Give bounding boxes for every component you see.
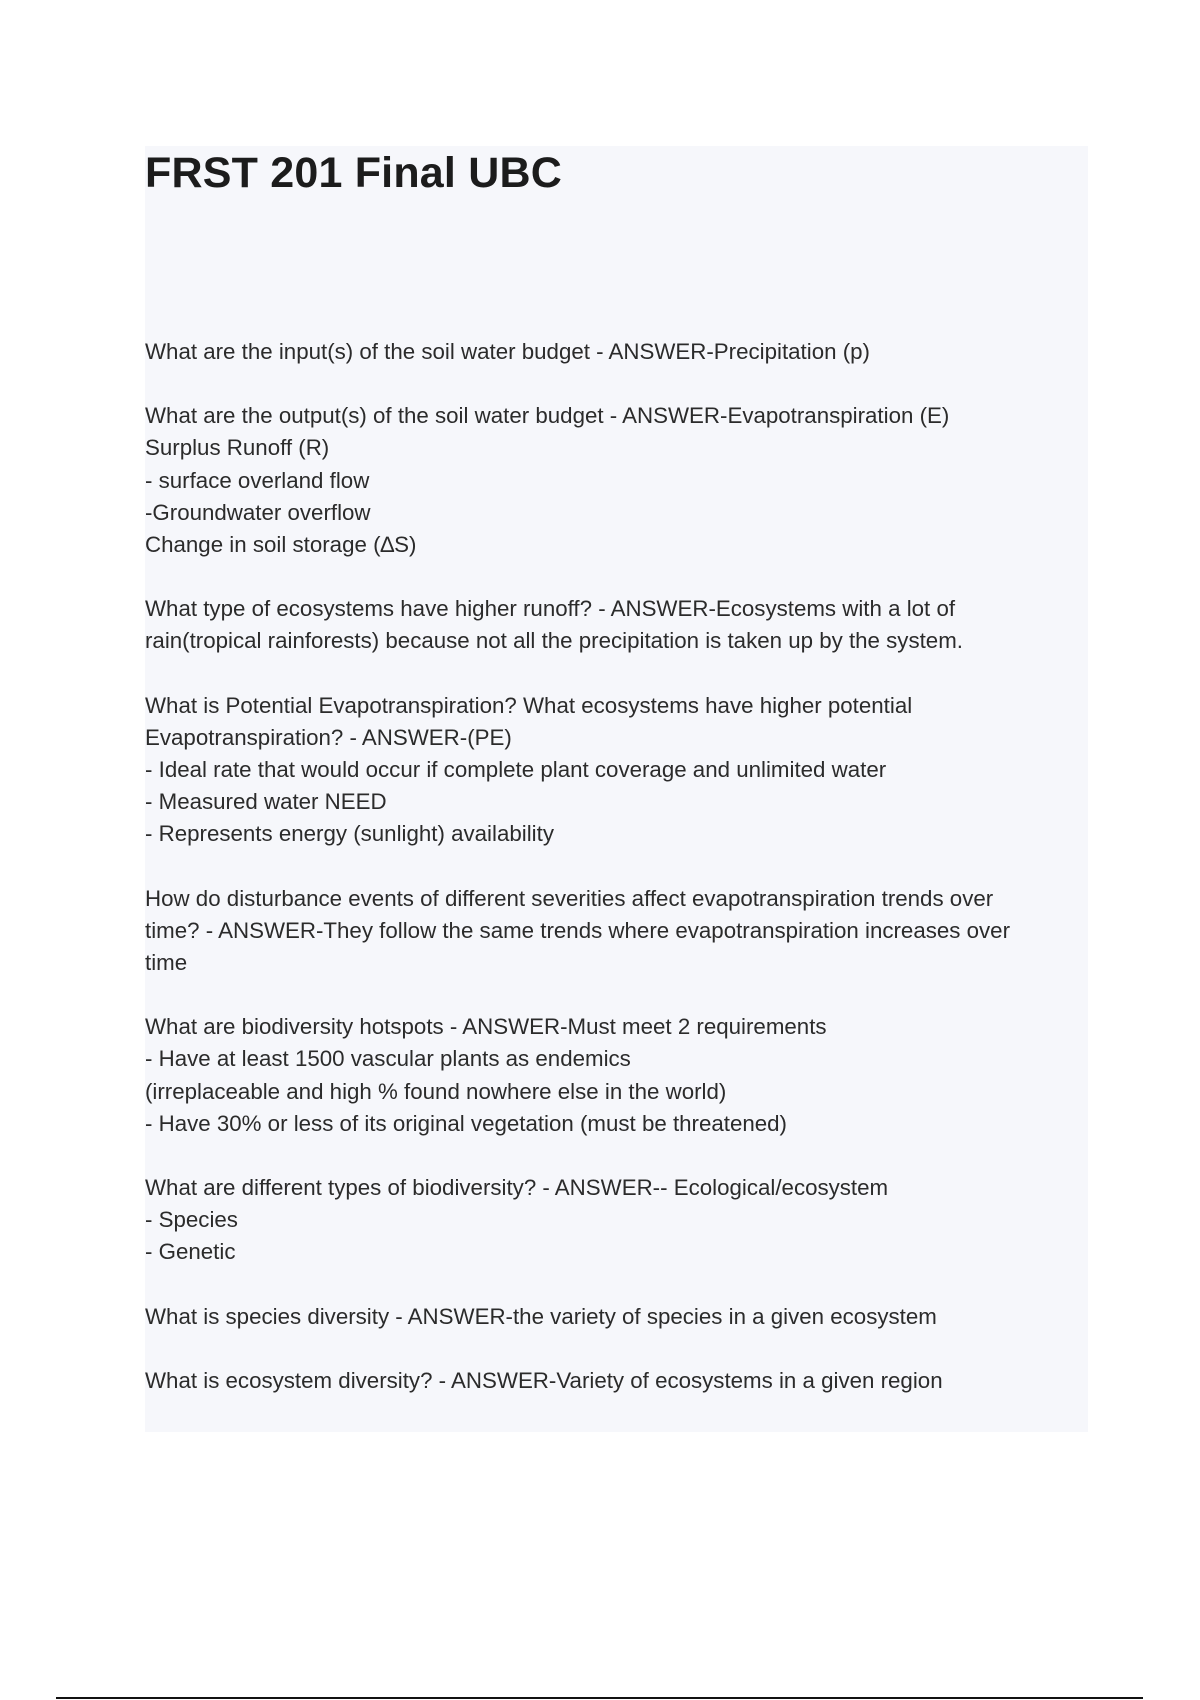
qa-item xyxy=(145,690,1095,851)
qa-line: How do disturbance events of different severities affect evapotranspiration trends over xyxy=(145,885,994,911)
qa-line: -Groundwater overflow xyxy=(145,499,371,525)
qa-line: - Have 30% or less of its original vegetation (must be threatened) xyxy=(145,1110,787,1136)
document-title: FRST 201 Final UBC xyxy=(145,149,562,197)
qa-line: What is ecosystem diversity? - ANSWER-Variety of ecosystems in a given region xyxy=(145,1367,943,1393)
qa-line: Surplus Runoff (R) xyxy=(145,435,330,461)
qa-line: Change in soil storage (∆S) xyxy=(145,532,417,558)
qa-line: - Genetic xyxy=(145,1239,236,1265)
qa-line: What are the input(s) of the soil water budget - ANSWER-Precipitation (p) xyxy=(145,339,870,364)
qa-line: What are the output(s) of the soil water budget - ANSWER-Evapotranspiration (E) xyxy=(145,403,950,429)
qa-item xyxy=(145,593,1095,657)
qa-line: - Measured water NEED xyxy=(145,789,387,815)
qa-line: rain(tropical rainforests) because not all the precipitation is taken up by the system. xyxy=(145,628,963,654)
qa-line: What are biodiversity hotspots - ANSWER-Must meet 2 requirements xyxy=(145,1014,827,1040)
qa-line: What is species diversity - ANSWER-the variety of species in a given ecosystem xyxy=(145,1303,937,1329)
qa-line: Evapotranspiration? - ANSWER-(PE) xyxy=(145,724,512,750)
qa-line: - Have at least 1500 vascular plants as endemics xyxy=(145,1046,631,1072)
qa-line: What type of ecosystems have higher runoff? - ANSWER-Ecosystems with a lot of xyxy=(145,596,956,622)
qa-item xyxy=(145,336,1095,368)
qa-line: time? - ANSWER-They follow the same trends where evapotranspiration increases over xyxy=(145,917,1010,943)
qa-item xyxy=(145,400,1095,561)
qa-list xyxy=(145,336,1095,1429)
qa-line: time xyxy=(145,950,188,976)
qa-line: - surface overland flow xyxy=(145,467,370,493)
qa-line: (irreplaceable and high % found nowhere else in the world) xyxy=(145,1078,727,1104)
qa-item xyxy=(145,1172,1095,1269)
qa-line: - Ideal rate that would occur if complete plant coverage and unlimited water xyxy=(145,757,887,783)
qa-item xyxy=(145,1301,1095,1333)
footer-divider xyxy=(56,1697,1143,1699)
qa-line: What are different types of biodiversity? - ANSWER-- Ecological/ecosystem xyxy=(145,1175,889,1201)
qa-line: - Represents energy (sunlight) availability xyxy=(145,821,554,847)
qa-line: - Species xyxy=(145,1207,238,1233)
qa-line: What is Potential Evapotranspiration? What ecosystems have higher potential xyxy=(145,692,913,718)
qa-item xyxy=(145,883,1095,980)
qa-item xyxy=(145,1365,1095,1397)
qa-item xyxy=(145,1011,1095,1140)
